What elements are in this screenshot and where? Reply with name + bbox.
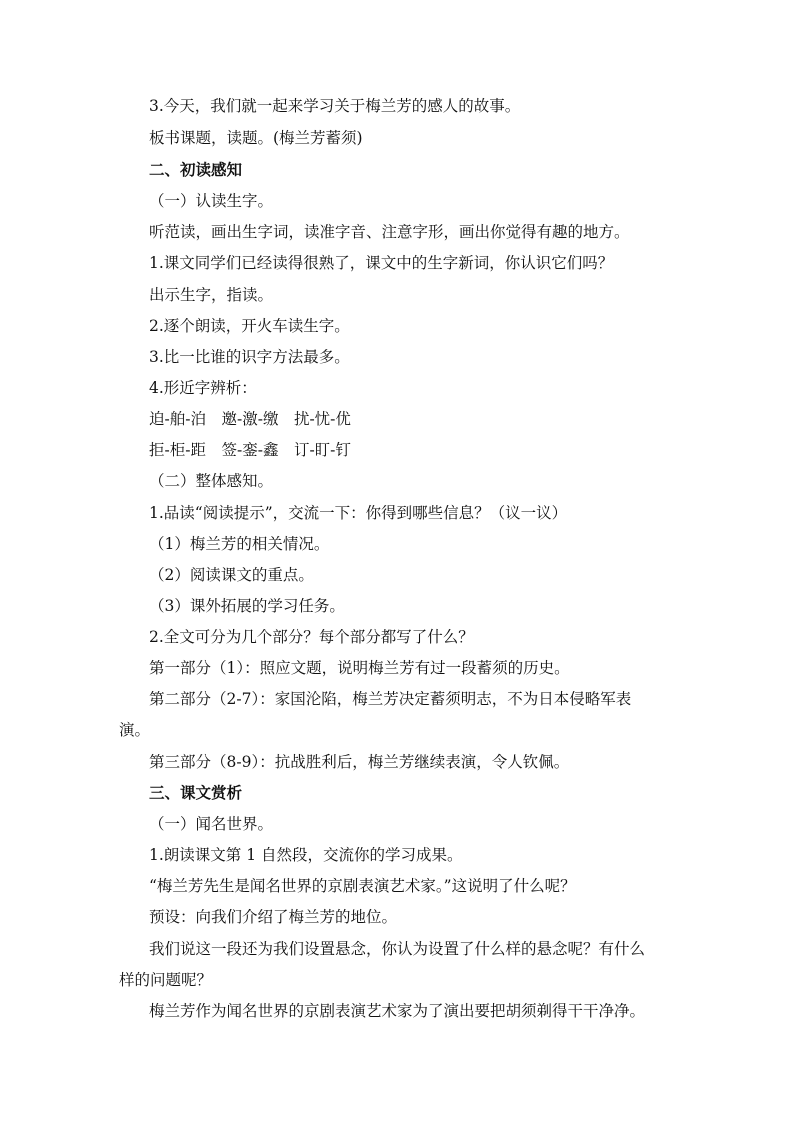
paragraph-line: 1.课文同学们已经读得很熟了，课文中的生字新词，你认识它们吗？ bbox=[149, 254, 614, 272]
paragraph-line: （一）闻名世界。 bbox=[149, 815, 274, 833]
paragraph-line: 4.形近字辨析： bbox=[149, 379, 257, 397]
paragraph-line: 2.逐个朗读，开火车读生字。 bbox=[149, 317, 350, 335]
paragraph-line: （1）梅兰芳的相关情况。 bbox=[149, 535, 330, 553]
paragraph-line: （2）阅读课文的重点。 bbox=[149, 566, 314, 584]
character-group-line: 迫-舶-泊 邀-激-缴 扰-忧-优 bbox=[149, 410, 351, 428]
paragraph-line: 演。 bbox=[119, 721, 151, 739]
paragraph-line: 我们说这一段还为我们设置悬念，你认为设置了什么样的悬念呢？有什么 bbox=[149, 940, 646, 958]
paragraph-line: （3）课外拓展的学习任务。 bbox=[149, 597, 345, 615]
paragraph-line: （一）认读生字。 bbox=[149, 192, 274, 210]
paragraph-line: 梅兰芳作为闻名世界的京剧表演艺术家为了演出要把胡须剃得干干净净。 bbox=[149, 1002, 646, 1020]
section-heading: 三、课文赏析 bbox=[149, 783, 243, 802]
paragraph-line: 2.全文可分为几个部分？每个部分都写了什么？ bbox=[149, 628, 474, 646]
paragraph-line: 第二部分（2-7）：家国沦陷，梅兰芳决定蓄须明志，不为日本侵略军表 bbox=[149, 690, 632, 708]
character-group-line: 拒-柜-距 签-銮-鑫 订-盯-钉 bbox=[149, 441, 351, 459]
paragraph-line: 板书课题，读题。(梅兰芳蓄须) bbox=[149, 129, 363, 147]
paragraph-line: 预设：向我们介绍了梅兰芳的地位。 bbox=[149, 908, 398, 926]
paragraph-line: 出示生字，指读。 bbox=[149, 286, 274, 304]
paragraph-line: 1.朗读课文第 1 自然段，交流你的学习成果。 bbox=[149, 846, 463, 864]
paragraph-line: 3.今天，我们就一起来学习关于梅兰芳的感人的故事。 bbox=[149, 97, 521, 115]
paragraph-line: 样的问题呢？ bbox=[119, 971, 213, 989]
paragraph-line: “梅兰芳先生是闻名世界的京剧表演艺术家。”这说明了什么呢？ bbox=[149, 877, 576, 895]
section-heading: 二、初读感知 bbox=[149, 160, 243, 179]
paragraph-line: 1.品读“阅读提示”，交流一下：你得到哪些信息？（议一议） bbox=[149, 504, 568, 522]
paragraph-line: 第一部分（1）：照应文题，说明梅兰芳有过一段蓄须的历史。 bbox=[149, 659, 570, 677]
paragraph-line: （二）整体感知。 bbox=[149, 472, 274, 490]
paragraph-line: 3.比一比谁的识字方法最多。 bbox=[149, 348, 350, 366]
paragraph-line: 听范读，画出生字词，读准字音、注意字形，画出你觉得有趣的地方。 bbox=[149, 223, 630, 241]
paragraph-line: 第三部分（8-9）：抗战胜利后，梅兰芳继续表演，令人钦佩。 bbox=[149, 753, 570, 771]
